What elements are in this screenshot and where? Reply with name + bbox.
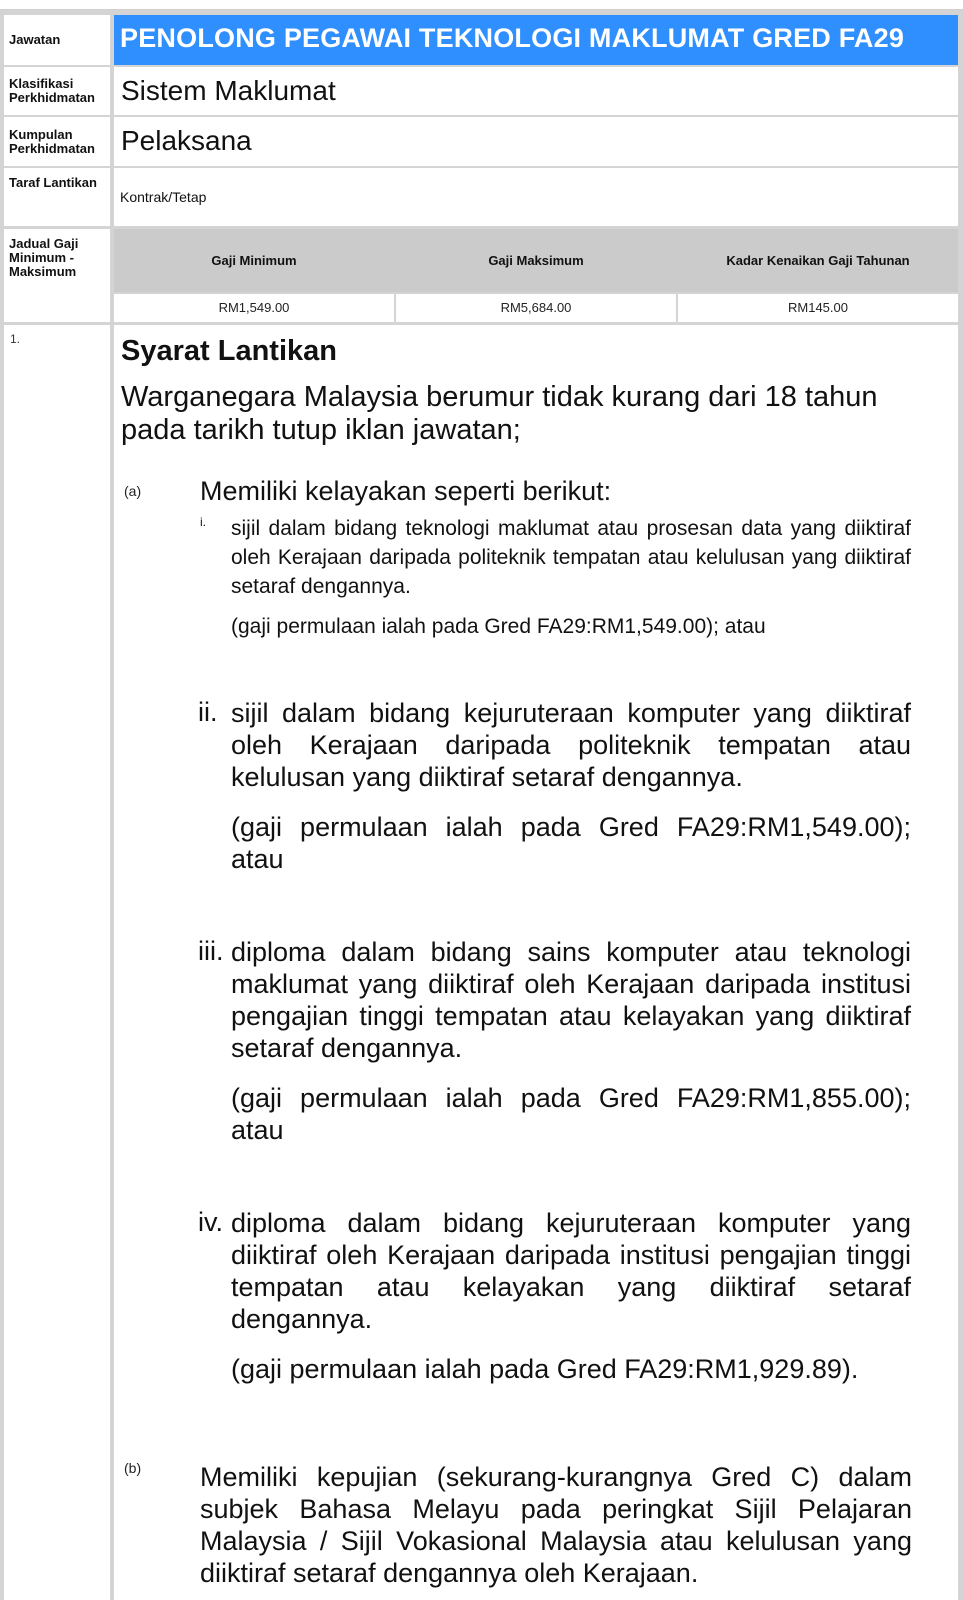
kumpulan-label: Kumpulan Perkhidmatan — [4, 117, 110, 166]
item-iv-text: diploma dalam bidang kejuruteraan komputer yang diiktiraf oleh Kerajaan daripada institusi pengajian tinggi tempatan atau kelayakan yang diiktiraf setaraf dengannya. — [231, 1208, 911, 1334]
job-detail-table — [0, 10, 963, 1600]
klasifikasi-value: Sistem Maklumat — [114, 67, 958, 115]
gaji-maksimum-value: RM5,684.00 — [396, 294, 676, 322]
section-heading: Syarat Lantikan — [121, 335, 337, 367]
requirement-b-text: Memiliki kepujian (sekurang-kurangnya Gred C) dalam subjek Bahasa Melayu pada peringkat Sijil Pelajaran Malaysia / Sijil Vokasional Malaysia atau kelulusan yang diiktiraf setaraf dengannya oleh Kerajaan. — [200, 1462, 912, 1588]
item-iii-text: diploma dalam bidang sains komputer atau teknologi maklumat yang diiktiraf oleh Kerajaan daripada institusi pengajian tinggi tempatan atau kelayakan yang diiktiraf setaraf dengannya. — [231, 937, 911, 1063]
header-gaji-maksimum: Gaji Maksimum — [488, 253, 584, 268]
salary-table-header — [114, 229, 958, 292]
marker-b: (b) — [124, 1460, 142, 1476]
gaji-minimum-value: RM1,549.00 — [114, 294, 394, 322]
requirement-a-lead: Memiliki kelayakan seperti berikut: — [200, 476, 612, 506]
klasifikasi-label: Klasifikasi Perkhidmatan — [4, 67, 110, 115]
section-intro: Warganegara Malaysia berumur tidak kurang dari 18 tahun pada tarikh tutup iklan jawatan; — [121, 381, 878, 446]
kadar-kenaikan-value: RM145.00 — [678, 294, 958, 322]
marker-a: (a) — [124, 483, 142, 499]
item-ii-numeral: ii. — [198, 697, 218, 727]
job-title: PENOLONG PEGAWAI TEKNOLOGI MAKLUMAT GRED FA29 — [114, 15, 958, 65]
item-i-text: sijil dalam bidang teknologi maklumat atau prosesan data yang diiktiraf oleh Kerajaan daripada politeknik tempatan atau kelulusan yang diiktiraf setaraf dengannya. — [231, 517, 911, 598]
jadual-gaji-label: Jadual Gaji Minimum - Maksimum — [4, 229, 110, 322]
item-i-numeral: i. — [200, 515, 206, 529]
section-number: 1. — [4, 325, 110, 1600]
item-iv-salary-note: (gaji permulaan ialah pada Gred FA29:RM1,929.89). — [231, 1354, 859, 1384]
item-iii-numeral: iii. — [198, 936, 224, 966]
jawatan-label: Jawatan — [4, 15, 110, 65]
item-iii-salary-note: (gaji permulaan ialah pada Gred FA29:RM1,855.00); atau — [231, 1083, 911, 1145]
taraf-value: Kontrak/Tetap — [114, 168, 958, 226]
header-kadar-kenaikan: Kadar Kenaikan Gaji Tahunan — [726, 253, 910, 268]
item-iv-numeral: iv. — [198, 1207, 223, 1237]
syarat-lantikan-section — [114, 325, 958, 1600]
header-gaji-minimum: Gaji Minimum — [211, 253, 297, 268]
kumpulan-value: Pelaksana — [114, 117, 958, 166]
item-ii-salary-note: (gaji permulaan ialah pada Gred FA29:RM1,549.00); atau — [231, 812, 911, 874]
taraf-label: Taraf Lantikan — [4, 168, 110, 226]
item-ii-text: sijil dalam bidang kejuruteraan komputer yang diiktiraf oleh Kerajaan daripada politeknik tempatan atau kelulusan yang diiktiraf setaraf dengannya. — [231, 698, 911, 792]
item-i-salary-note: (gaji permulaan ialah pada Gred FA29:RM1,549.00); atau — [231, 615, 766, 638]
top-border — [0, 0, 963, 10]
